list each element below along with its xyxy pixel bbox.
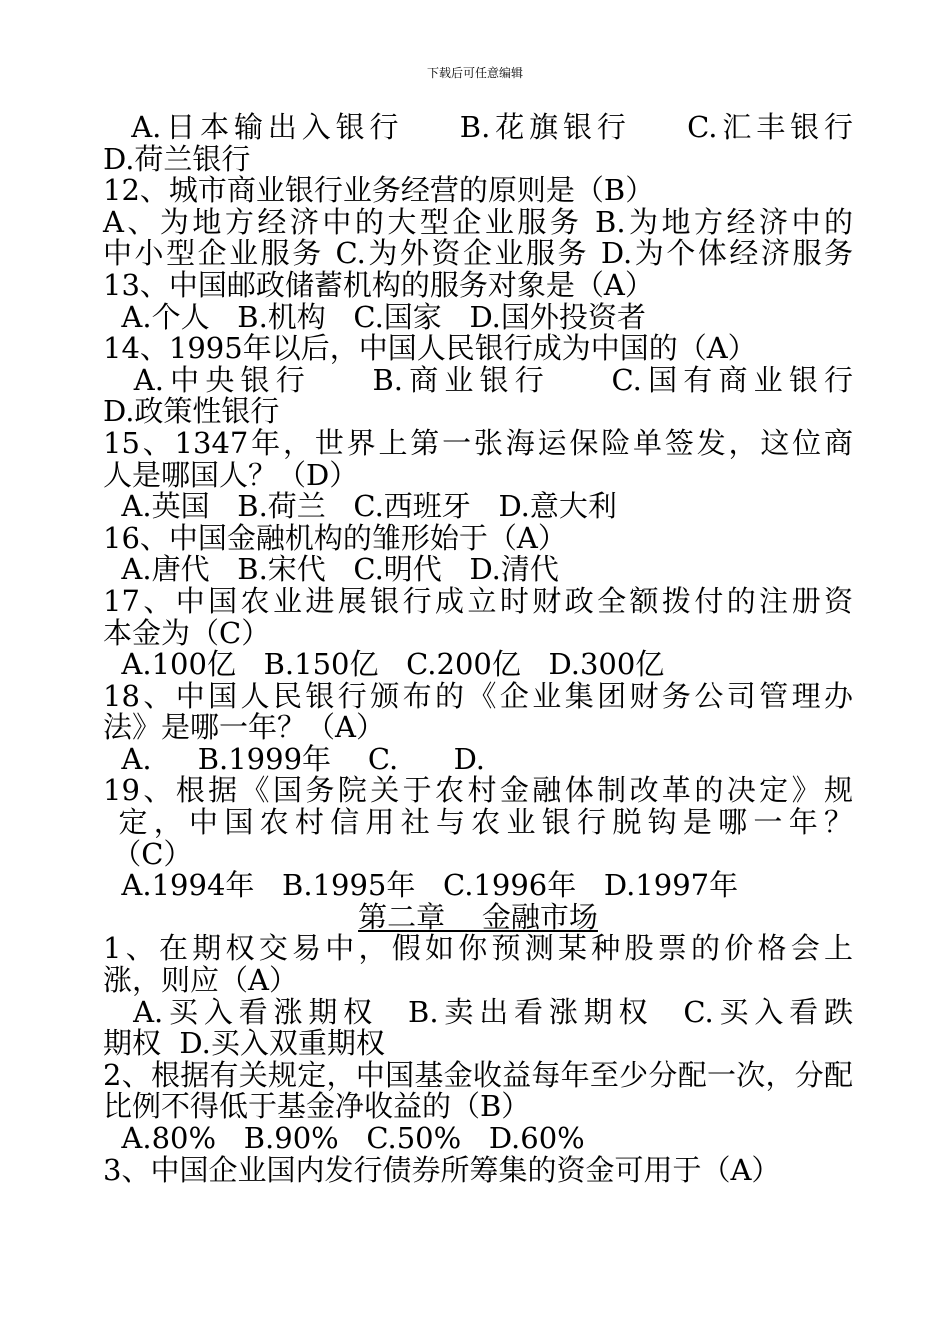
document-line: 1、在期权交易中，假如你预测某种股票的价格会上 — [103, 931, 853, 966]
document-line: 人是哪国人？（D） — [103, 457, 359, 492]
chapter-heading — [103, 899, 853, 934]
document-line: A.80% B.90% C.50% D.60% — [103, 1121, 585, 1155]
chapter-title: 第二章 金融市场 — [358, 899, 598, 934]
document-line: A.1994年 B.1995年 C.1996年 D.1997年 — [103, 868, 739, 903]
page-header: 下载后可任意编辑 — [426, 66, 523, 80]
document-line: A. B.1999年 C. D. — [103, 741, 486, 776]
document-line: 15、1347年，世界上第一张海运保险单签发，这位商 — [103, 425, 853, 460]
document-line: 3、中国企业国内发行债券所筹集的资金可用于（A） — [103, 1152, 781, 1187]
document-line: D.政策性银行 — [103, 394, 280, 429]
document-line: 期权 D.买入双重期权 — [103, 1026, 385, 1061]
document-line: 法》是哪一年？（A） — [103, 710, 385, 745]
document-line: A.中央银行 B.商业银行 C.国有商业银行 — [103, 362, 853, 397]
document-line: A.买入看涨期权 B.卖出看涨期权 C.买入看跌 — [103, 994, 853, 1029]
document-line: A.日本输出入银行 B.花旗银行 C.汇丰银行 — [103, 110, 853, 144]
document-line: （C） — [103, 836, 193, 871]
document-line: 本金为（C） — [103, 615, 271, 650]
document-line: 比例不得低于基金净收益的（B） — [103, 1089, 531, 1124]
document-body — [103, 112, 853, 1186]
document-line: 14、1995年以后，中国人民银行成为中国的（A） — [103, 331, 757, 366]
document-line: 16、中国金融机构的雏形始于（A） — [103, 520, 567, 555]
document-line: 2、根据有关规定，中国基金收益每年至少分配一次，分配 — [103, 1057, 853, 1092]
document-line: 18、中国人民银行颁布的《企业集团财务公司管理办 — [103, 678, 853, 713]
document-line: 19、根据《国务院关于农村金融体制改革的决定》规 — [103, 773, 853, 808]
document-line: 定，中国农村信用社与农业银行脱钩是哪一年？ — [103, 805, 853, 840]
document-line: 13、中国邮政储蓄机构的服务对象是（A） — [103, 267, 654, 302]
document-line: A.个人 B.机构 C.国家 D.国外投资者 — [103, 299, 646, 334]
document-line: 17、中国农业进展银行成立时财政全额拨付的注册资 — [103, 583, 853, 618]
document-line: 涨，则应（A） — [103, 963, 298, 998]
document-line: A.英国 B.荷兰 C.西班牙 D.意大利 — [103, 489, 617, 524]
document-line: A.唐代 B.宋代 C.明代 D.清代 — [103, 552, 559, 587]
document-line: A.100亿 B.150亿 C.200亿 D.300亿 — [103, 647, 665, 682]
document-line: 中小型企业服务 C.为外资企业服务 D.为个体经济服务 — [103, 236, 853, 271]
document-line: D.荷兰银行 — [103, 141, 251, 176]
document-line: 12、城市商业银行业务经营的原则是（B） — [103, 173, 655, 208]
document-line: A、为地方经济中的大型企业服务 B.为地方经济中的 — [103, 204, 853, 239]
